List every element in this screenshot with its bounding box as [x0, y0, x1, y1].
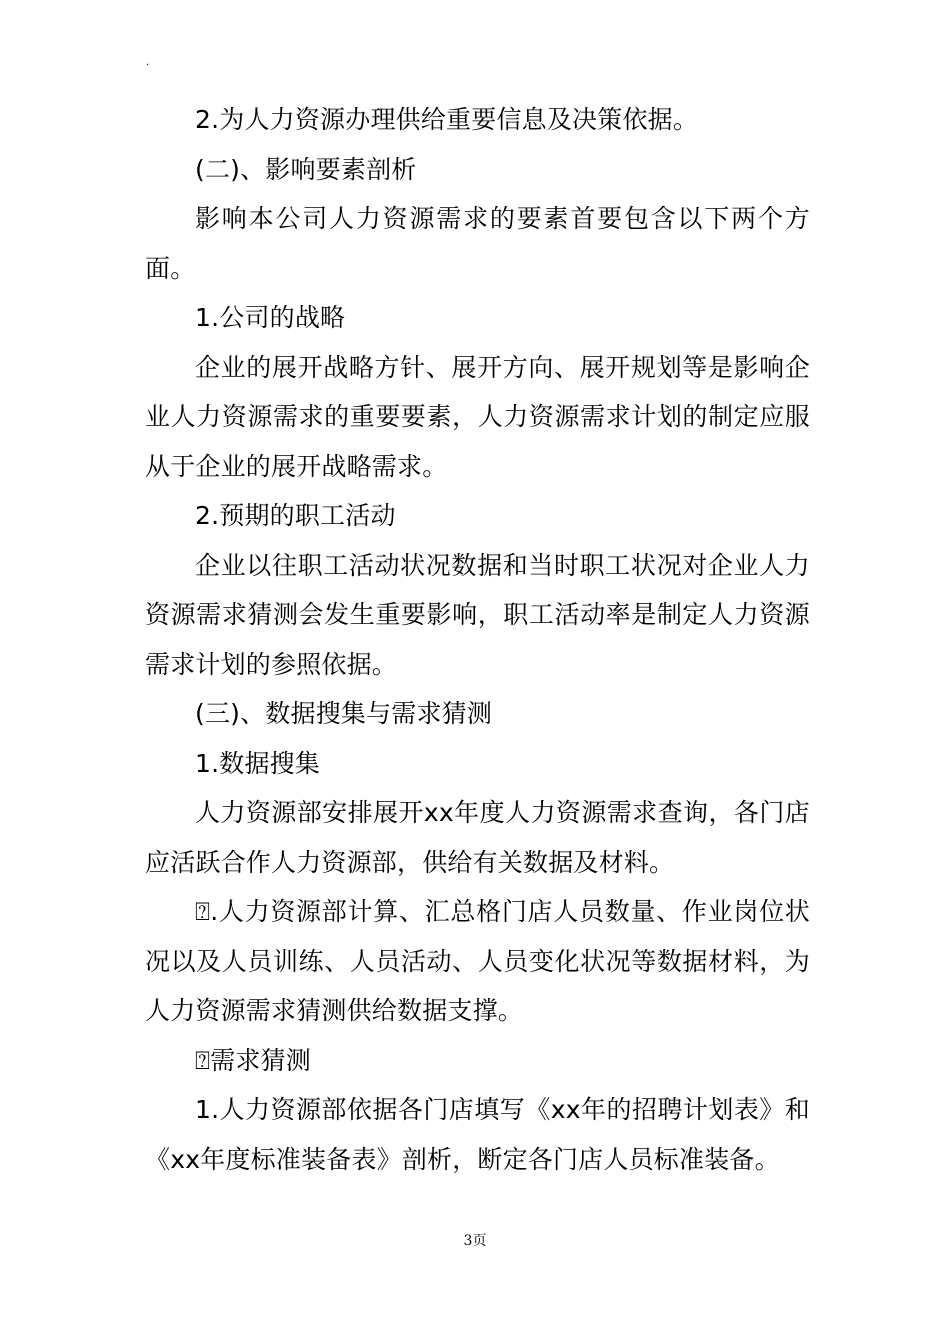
section-heading-3: (三)、数据搜集与需求猜测: [195, 699, 493, 728]
subheading-staff-activity: 2.预期的职工活动: [195, 501, 396, 530]
document-body: [145, 95, 810, 1184]
paragraph-3: 影响本公司人力资源需求的要素首要包含以下两个方面。: [145, 204, 810, 283]
page-number: 3页: [463, 1233, 487, 1249]
paragraph-statistics: ⍰.人力资源部计算、汇总格门店人员数量、作业岗位状况以及人员训练、人员活动、人员变化状况等数据材料，为人力资源需求猜测供给数据支撑。: [145, 897, 810, 1025]
section-heading-2: (二)、影响要素剖析: [195, 154, 417, 184]
header-mark: .: [146, 57, 150, 68]
paragraph-data-collection: 人力资源部安排展开xx年度人力资源需求查询，各门店应活跃合作人力资源部，供给有关数据及材料。: [145, 798, 810, 877]
paragraph-1: 2.为人力资源办理供给重要信息及决策依据。: [195, 105, 699, 134]
paragraph-strategy: 企业的展开战略方针、展开方向、展开规划等是影响企业人力资源需求的重要要素，人力资源需求计划的制定应服从于企业的展开战略需求。: [145, 352, 810, 481]
subheading-strategy: 1.公司的战略: [195, 303, 346, 332]
paragraph-forecast: 1.人力资源部依据各门店填写《xx年的招聘计划表》和《xx年度标准装备表》剖析，断定各门店人员标准装备。: [145, 1095, 810, 1174]
paragraph-staff-activity: 企业以往职工活动状况数据和当时职工状况对企业人力资源需求猜测会发生重要影响，职工活动率是制定人力资源需求计划的参照依据。: [145, 550, 810, 679]
subheading-data-collection: 1.数据搜集: [195, 748, 321, 778]
subheading-forecast: ⍰需求猜测: [195, 1045, 312, 1075]
